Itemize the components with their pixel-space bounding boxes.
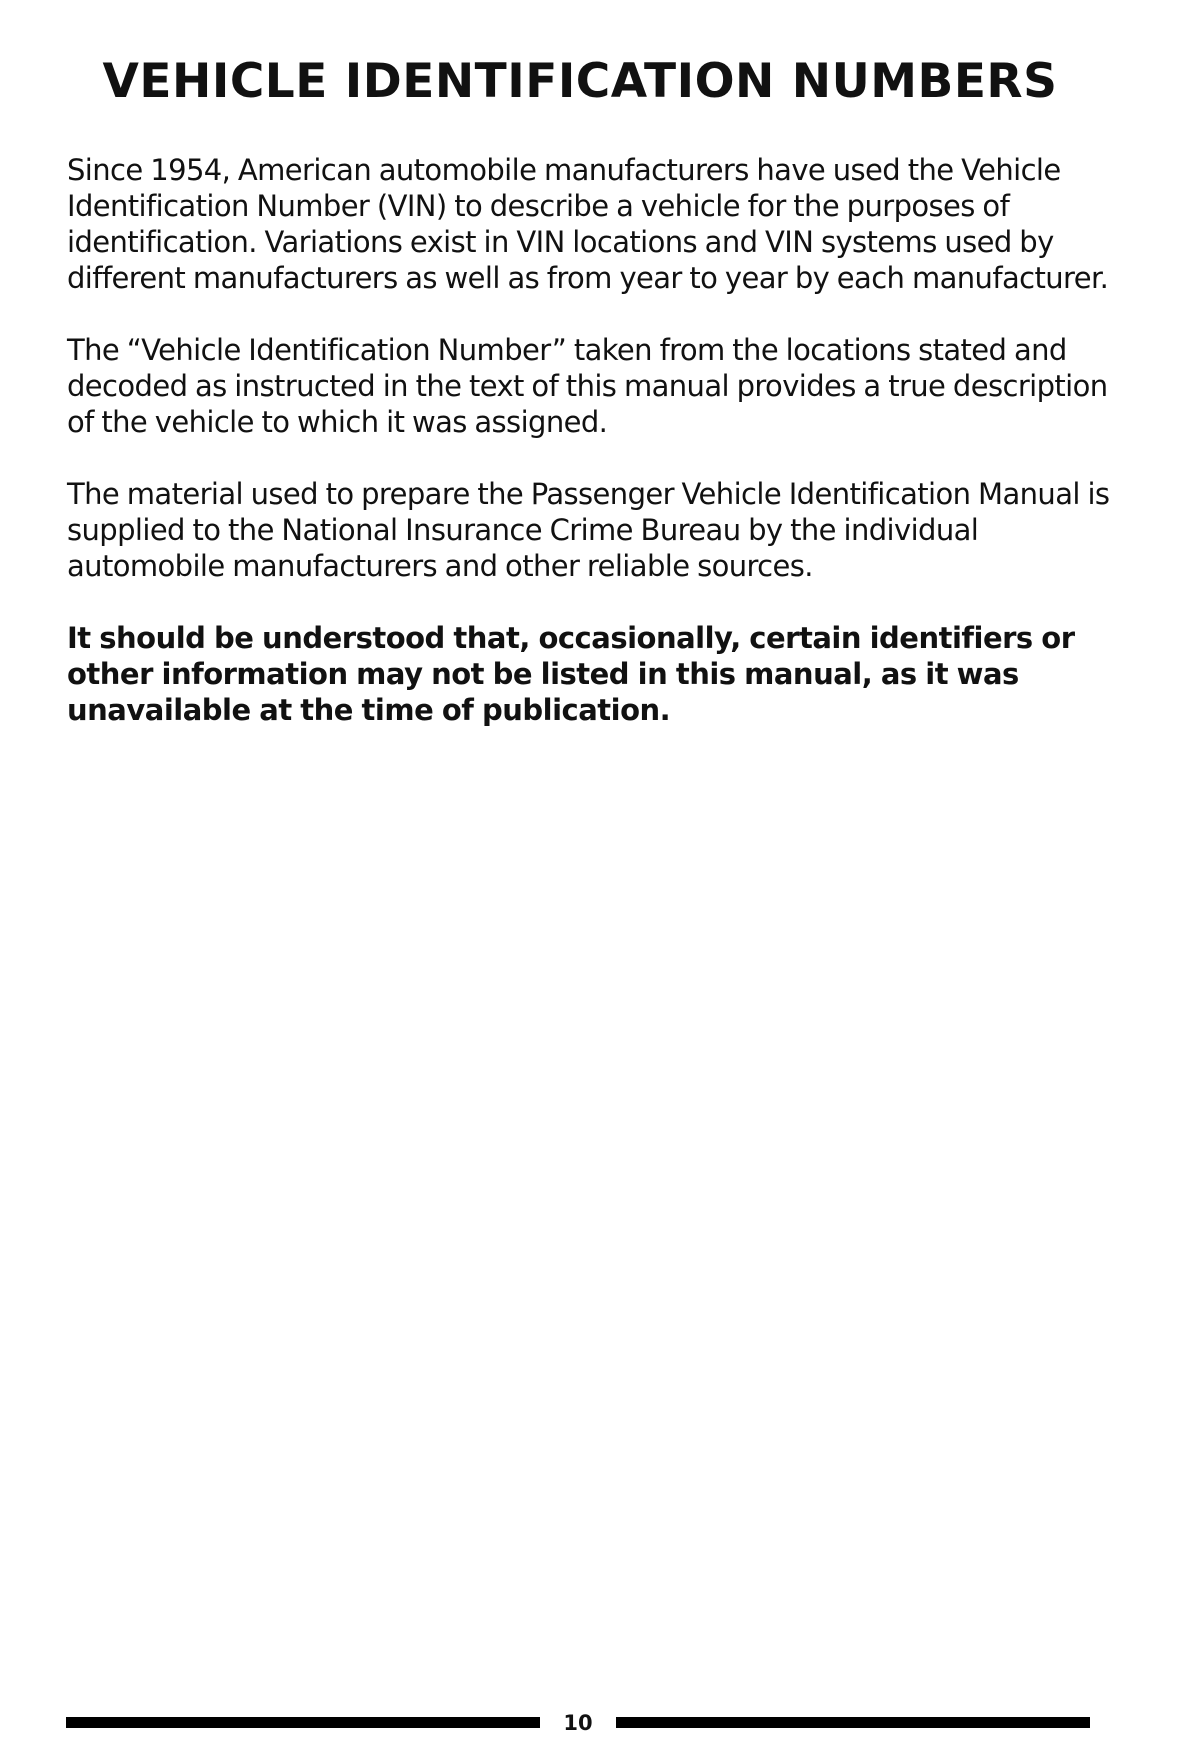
paragraph-vin-history: Since 1954, American automobile manufacturers have used the Vehicle Identification Number (VIN) to describe a vehicle for the purposes of identification. Variations exist in VIN locations and VIN systems used by different manufacturers as well as from year to year by each manufacturer. (67, 153, 1109, 295)
paragraph-material-sources: The material used to prepare the Passenger Vehicle Identification Manual is supplied to the National Insurance Crime Bureau by the individual automobile manufacturers and other reliable sources. (67, 477, 1110, 583)
paragraph-notice: It should be understood that, occasionally, certain identifiers or other information may not be listed in this manual, as it was unavailable at the time of publication. (67, 621, 1075, 727)
footer-rule-left (66, 1717, 540, 1728)
document-body (67, 152, 1127, 764)
page-number: 10 (563, 1711, 593, 1735)
page-footer (66, 1708, 1090, 1738)
footer-rule-right (616, 1717, 1090, 1728)
paragraph-vin-description: The “Vehicle Identification Number” taken from the locations stated and decoded as instructed in the text of this manual provides a true description of the vehicle to which it was assigned. (67, 333, 1108, 439)
page-title: VEHICLE IDENTIFICATION NUMBERS (102, 54, 1058, 109)
